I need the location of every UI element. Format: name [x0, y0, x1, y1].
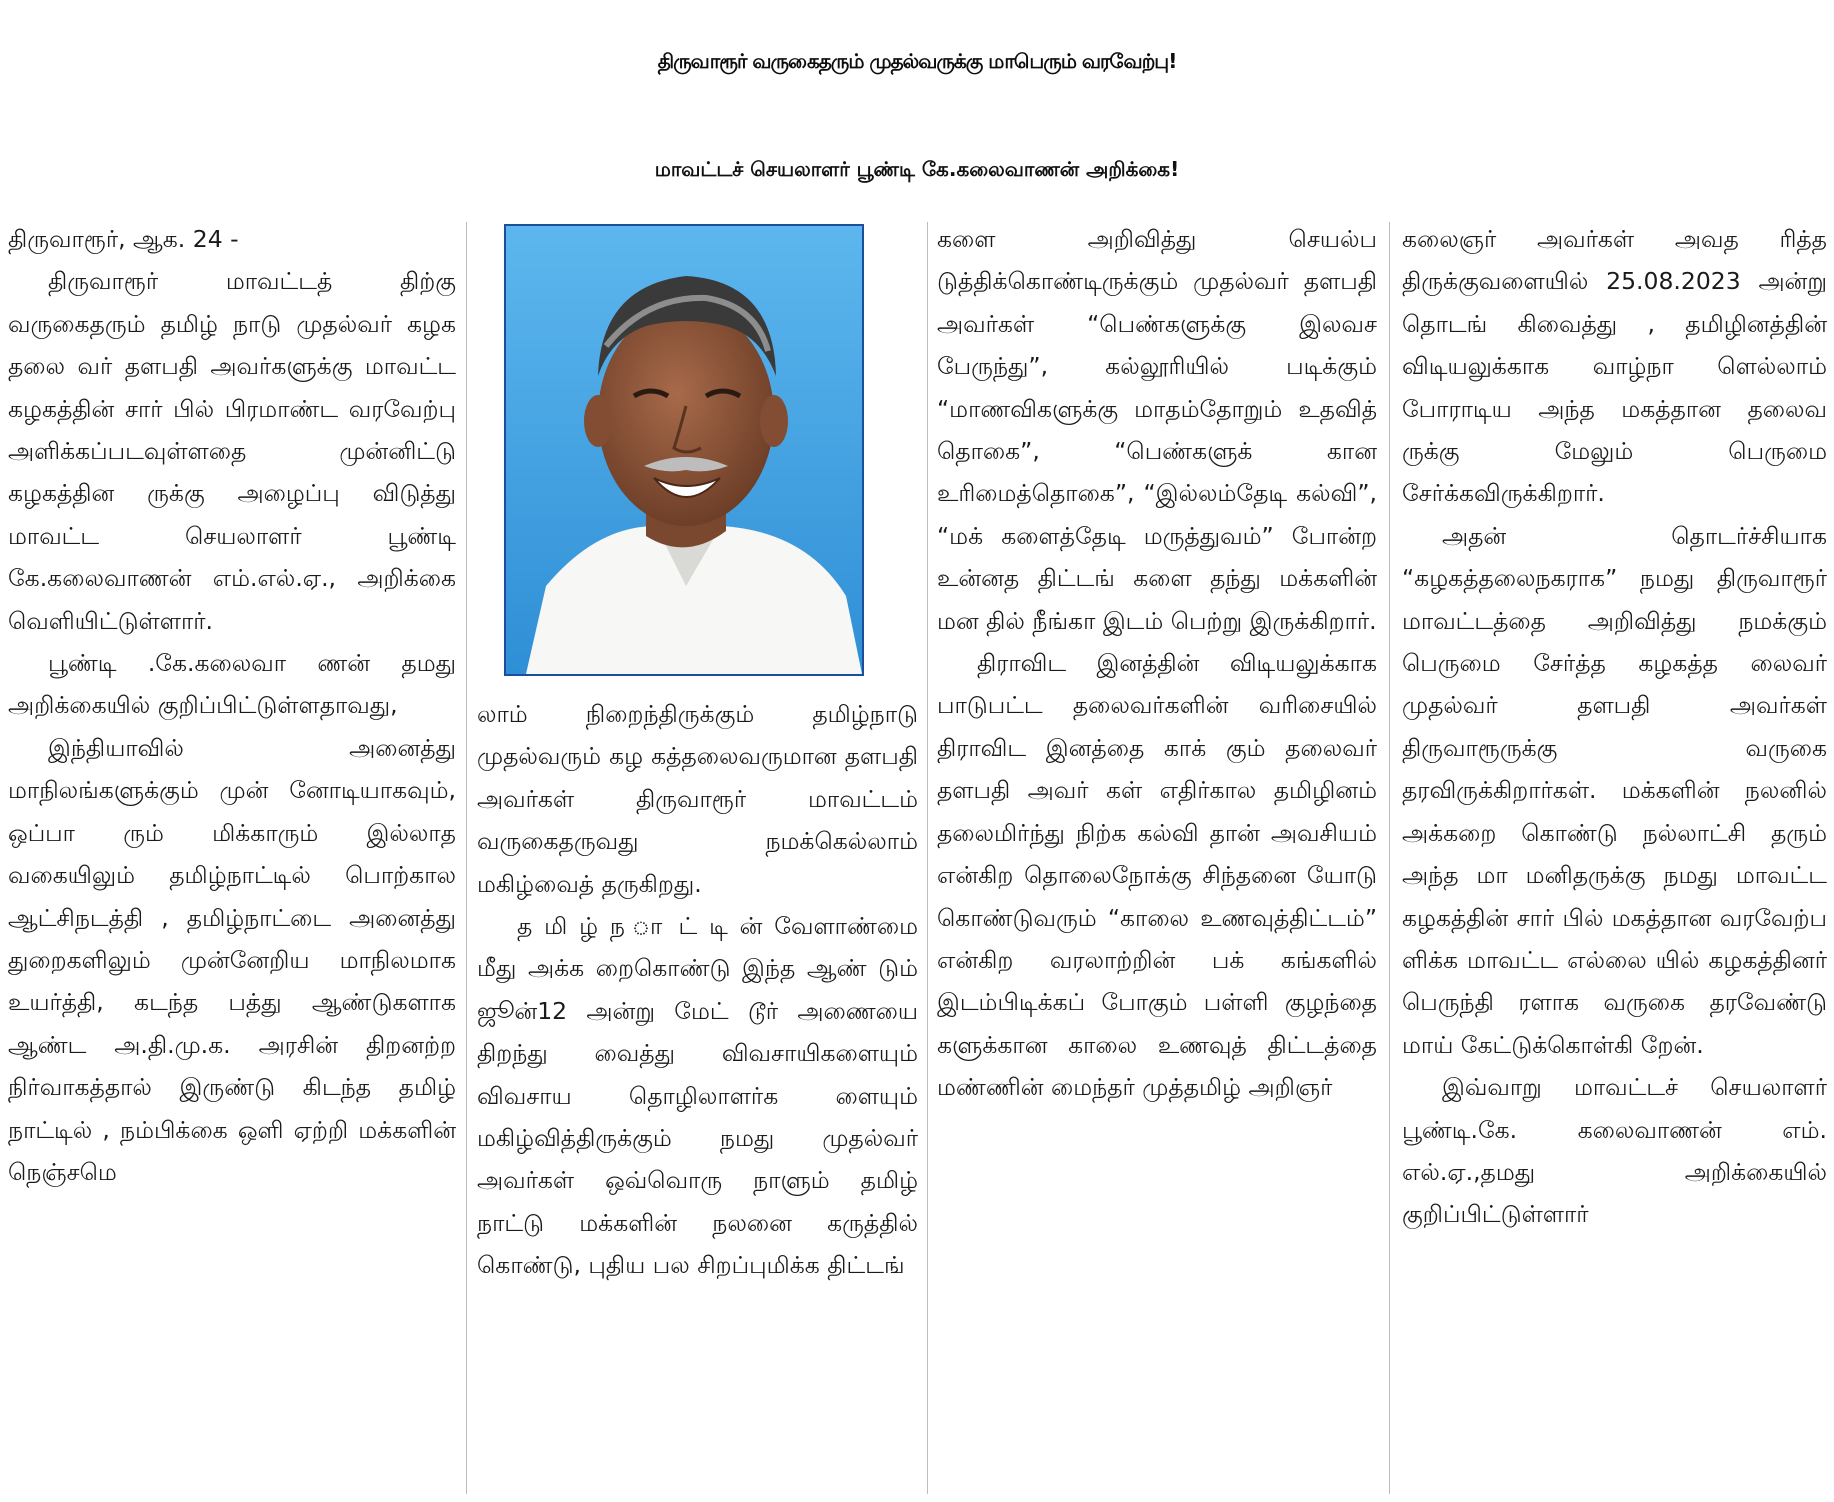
headline: திருவாரூர் வருகைதரும் முதல்வருக்கு மாபெரும் வரவேற்பு!: [657, 49, 1177, 73]
paragraph: த மி ழ் ந ா ட் டி ன் வேளாண்மை மீது அக்க றைகொண்டு இந்த ஆண் டும் ஜூன்12 அன்று மேட் டூர் அணையை திறந்து வைத்து விவசாயிகளையும் விவசாய தொழிலாளர்க ளையும் மகிழ்வித்திருக்கும் நமது முதல்வர் அவர்கள் ஒவ்வொரு நாளும் தமிழ் நாட்டு மக்களின் நலனை கருத்தில் கொண்டு, புதிய பல சிறப்புமிக்க திட்டங்: [477, 912, 918, 1280]
article-column-4: [1402, 218, 1827, 1236]
paragraph: லாம் நிறைந்திருக்கும் தமிழ்நாடு முதல்வரும் கழ கத்தலைவருமான தளபதி அவர்கள் திருவாரூர் மாவட்டம் வருகைதருவது நமக்கெல்லாம் மகிழ்வைத் தருகிறது.: [477, 700, 918, 898]
portrait-photo: [504, 224, 864, 676]
column-divider: [927, 222, 928, 1494]
subheadline: மாவட்டச் செயலாளர் பூண்டி கே.கலைவாணன் அறிக்கை!: [654, 157, 1180, 181]
paragraph: திருவாரூர் மாவட்டத் திற்கு வருகைதரும் தமிழ் நாடு முதல்வர் கழக தலை வர் தளபதி அவர்களுக்கு மாவட்ட கழகத்தின் சார் பில் பிரமாண்ட வரவேற்பு அளிக்கப்படவுள்ளதை முன்னிட்டு கழகத்தின ருக்கு அழைப்பு விடுத்து மாவட்ட செயலாளர் பூண்டி கே.கலைவாணன் எம்.எல்.ஏ., அறிக்கை வெளியிட்டுள்ளார்.: [8, 267, 456, 635]
portrait-icon: [506, 226, 862, 674]
column-divider: [1389, 222, 1390, 1494]
paragraph: கலைஞர் அவர்கள் அவத ரித்த திருக்குவளையில் 25.08.2023 அன்று தொடங் கிவைத்து , தமிழினத்தின் விடியலுக்காக வாழ்நா ளெல்லாம் போராடிய அந்த மகத்தான தலைவ ருக்கு மேலும் பெருமை சேர்க்கவிருக்கிறார்.: [1402, 225, 1827, 508]
article-column-2: [477, 693, 918, 1287]
dateline: திருவாரூர், ஆக. 24 -: [8, 225, 239, 253]
paragraph: திராவிட இனத்தின் விடியலுக்காக பாடுபட்ட தலைவர்களின் வரிசையில் திராவிட இனத்தை காக் கும் தலைவர் தளபதி அவர் கள் எதிர்கால தமிழினம் தலைமிர்ந்து நிற்க கல்வி தான் அவசியம் என்கிற தொலைநோக்கு சிந்தனை யோடு கொண்டுவரும் “காலை உணவுத்திட்டம்” என்கிற வரலாற்றின் பக் கங்களில் இடம்பிடிக்கப் போகும் பள்ளி குழந்தை களுக்கான காலை உணவுத் திட்டத்தை மண்ணின் மைந்தர் முத்தமிழ் அறிஞர்: [937, 649, 1377, 1102]
paragraph: களை அறிவித்து செயல்ப டுத்திக்கொண்டிருக்கும் முதல்வர் தளபதி அவர்கள் “பெண்களுக்கு இலவச பேருந்து”, கல்லூரியில் படிக்கும் “மாணவிகளுக்கு மாதம்தோறும் உதவித் தொகை”, “பெண்களுக் கான உரிமைத்தொகை”, “இல்லம்தேடி கல்வி”, “மக் களைத்தேடி மருத்துவம்” போன்ற உன்னத திட்டங் களை தந்து மக்களின் மன தில் நீங்கா இடம் பெற்று இருக்கிறார்.: [937, 225, 1377, 635]
paragraph: இவ்வாறு மாவட்டச் செயலாளர் பூண்டி.கே. கலைவாணன் எம். எல்.ஏ.,தமது அறிக்கையில் குறிப்பிட்டுள்ளார்: [1402, 1073, 1827, 1229]
paragraph: பூண்டி .கே.கலைவா ணன் தமது அறிக்கையில் குறிப்பிட்டுள்ளதாவது,: [8, 649, 456, 720]
article-column-3: [937, 218, 1377, 1109]
article-column-1: [8, 218, 456, 1193]
column-divider: [466, 222, 467, 1494]
paragraph: இந்தியாவில் அனைத்து மாநிலங்களுக்கும் முன் னோடியாகவும், ஒப்பா ரும் மிக்காரும் இல்லாத வகையிலும் தமிழ்நாட்டில் பொற்கால ஆட்சிநடத்தி , தமிழ்நாட்டை அனைத்து துறைகளிலும் முன்னேறிய மாநிலமாக உயர்த்தி, கடந்த பத்து ஆண்டுகளாக ஆண்ட அ.தி.மு.க. அரசின் திறனற்ற நிர்வாகத்தால் இருண்டு கிடந்த தமிழ் நாட்டில் , நம்பிக்கை ஒளி ஏற்றி மக்களின் நெஞ்சமெ: [8, 733, 456, 1186]
paragraph: அதன் தொடர்ச்சியாக “கழகத்தலைநகராக” நமது திருவாரூர் மாவட்டத்தை அறிவித்து நமக்கும் பெருமை சேர்த்த கழகத்த லைவர் முதல்வர் தளபதி அவர்கள் திருவாரூருக்கு வருகை தரவிருக்கிறார்கள். மக்களின் நலனில் அக்கறை கொண்டு நல்லாட்சி தரும் அந்த மா மனிதருக்கு நமது மாவட்ட கழகத்தின் சார் பில் மகத்தான வரவேற்ப ளிக்க மாவட்ட எல்லை யில் கழகத்தினர் பெருந்தி ரளாக வருகை தரவேண்டு மாய் கேட்டுக்கொள்கி றேன்.: [1402, 521, 1827, 1059]
